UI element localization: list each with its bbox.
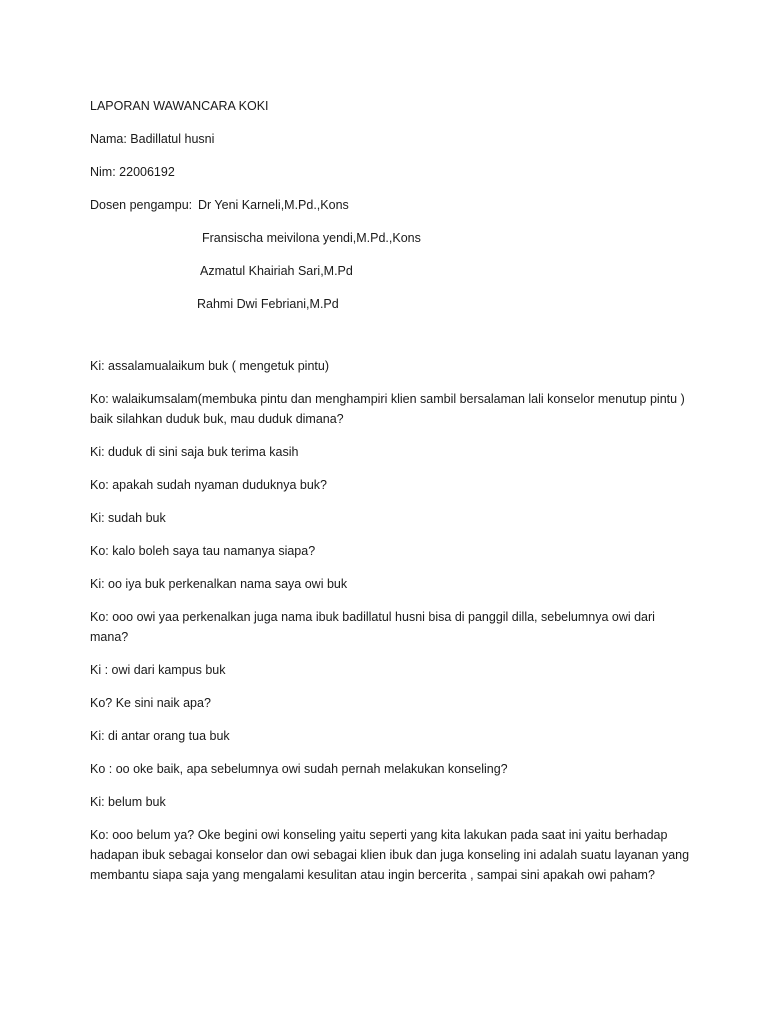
dialog-line-10: Ko? Ke sini naik apa? xyxy=(90,696,211,710)
dialog-line-7: Ki: oo iya buk perkenalkan nama saya owi buk xyxy=(90,577,348,591)
lecturer-1: Dr Yeni Karneli,M.Pd.,Kons xyxy=(198,198,349,212)
dialog-line-8: Ko: ooo owi yaa perkenalkan juga nama ibuk badillatul husni bisa di panggil dilla, sebelumnya owi dari mana? xyxy=(90,610,655,644)
dialog-line-12: Ko : oo oke baik, apa sebelumnya owi sudah pernah melakukan konseling? xyxy=(90,762,508,776)
dialog-line-14: Ko: ooo belum ya? Oke begini owi konseling yaitu seperti yang kita lakukan pada saat ini yaitu berhadap hadapan ibuk sebagai konselor dan owi sebagai klien ibuk dan juga konseling ini adalah suatu layanan yang membantu siapa saja yang mengalami kesulitan atau ingin bercerita , sampai sini apakah owi paham? xyxy=(90,828,690,882)
student-nim: Nim: 22006192 xyxy=(90,165,175,179)
lecturer-3: Azmatul Khairiah Sari,M.Pd xyxy=(200,264,353,278)
student-name: Nama: Badillatul husni xyxy=(90,132,215,146)
lecturer-4: Rahmi Dwi Febriani,M.Pd xyxy=(197,297,339,311)
dialog-line-13: Ki: belum buk xyxy=(90,795,166,809)
dialog-line-6: Ko: kalo boleh saya tau namanya siapa? xyxy=(90,544,316,558)
dialog-line-2: Ko: walaikumsalam(membuka pintu dan menghampiri klien sambil bersalaman lali konselor menutup pintu ) baik silahkan duduk buk, mau duduk dimana? xyxy=(90,392,685,426)
dialog-line-11: Ki: di antar orang tua buk xyxy=(90,729,230,743)
lecturer-label: Dosen pengampu: xyxy=(90,198,193,212)
dialog-line-5: Ki: sudah buk xyxy=(90,511,166,525)
document-title: LAPORAN WAWANCARA KOKI xyxy=(90,99,269,113)
dialog-line-9: Ki : owi dari kampus buk xyxy=(90,663,226,677)
dialog-line-1: Ki: assalamualaikum buk ( mengetuk pintu) xyxy=(90,359,330,373)
lecturer-row xyxy=(90,195,690,215)
dialog-line-4: Ko: apakah sudah nyaman duduknya buk? xyxy=(90,478,327,492)
document-page xyxy=(90,96,690,898)
lecturer-2: Fransischa meivilona yendi,M.Pd.,Kons xyxy=(202,231,421,245)
dialog-line-3: Ki: duduk di sini saja buk terima kasih xyxy=(90,445,299,459)
